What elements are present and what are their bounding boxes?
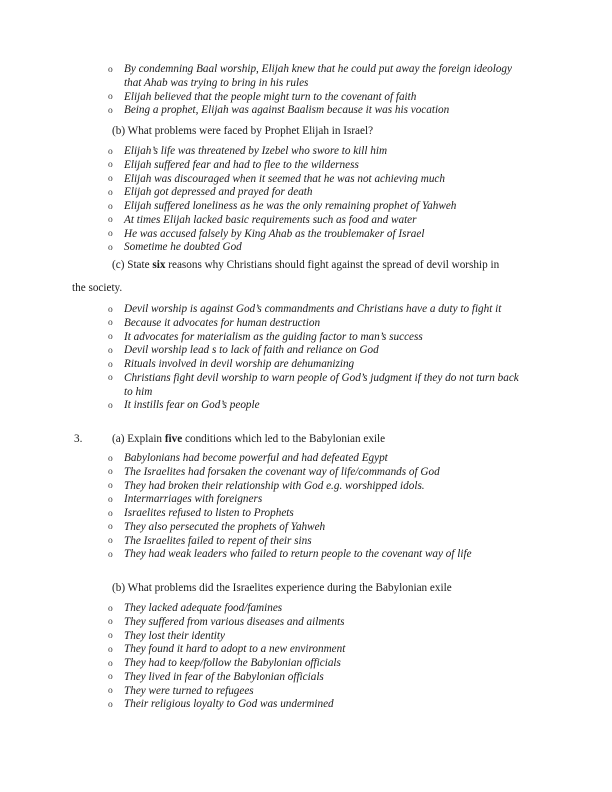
- list-item: o Elijah suffered fear and had to flee to the wilderness: [108, 159, 508, 173]
- bullet-marker-icon: o: [108, 92, 113, 102]
- question-2c-text-after: reasons why Christians should fight against the spread of devil worship in: [165, 259, 500, 271]
- bullet-marker-icon: o: [108, 160, 113, 171]
- list-item: o The Israelites failed to repent of their sins: [108, 535, 508, 549]
- list-item: o Devil worship lead s to lack of faith and reliance on God: [108, 344, 508, 358]
- list-item: o Their religious loyalty to God was undermined: [108, 698, 508, 712]
- question-3b-heading: [112, 581, 452, 595]
- bullet-marker-icon: o: [108, 522, 113, 533]
- bullet-marker-icon: o: [108, 672, 113, 683]
- list-item: o Elijah suffered loneliness as he was the only remaining prophet of Yahweh: [108, 200, 508, 214]
- list-item: o They suffered from various diseases and ailments: [108, 616, 508, 630]
- list-item: o Christians fight devil worship to warn people of God’s judgment if they do not turn back to him: [108, 371, 519, 398]
- bullet-marker-icon: o: [108, 603, 113, 614]
- question-2c-heading-continuation: the society.: [72, 282, 123, 294]
- bullet-marker-icon: o: [108, 187, 113, 198]
- bullet-marker-icon: o: [108, 105, 113, 116]
- question-3a-text-after: conditions which led to the Babylonian exile: [182, 433, 386, 445]
- bullet-marker-icon: o: [108, 332, 113, 342]
- list-item: o Devil worship is against God’s commandments and Christians have a duty to fight it: [108, 303, 508, 317]
- bullet-marker-icon: o: [108, 644, 113, 655]
- question-2c-count: six: [152, 259, 166, 271]
- list-item: o They lived in fear of the Babylonian officials: [108, 671, 508, 685]
- question-2b-heading: [112, 124, 373, 138]
- bullet-marker-icon: o: [108, 174, 113, 184]
- list-item: o It instills fear on God’s people: [108, 399, 508, 413]
- bullet-marker-icon: o: [108, 318, 113, 329]
- bullet-marker-icon: o: [108, 373, 113, 384]
- list-item: o Israelites refused to listen to Prophets: [108, 507, 508, 521]
- bullet-marker-icon: o: [108, 345, 113, 356]
- list-item: o At times Elijah lacked basic requirements such as food and water: [108, 214, 508, 228]
- list-item: o The Israelites had forsaken the covenant way of life/commands of God: [108, 466, 508, 480]
- list-item: o They found it hard to adopt to a new environment: [108, 643, 508, 657]
- list-item: o They lost their identity: [108, 630, 508, 644]
- bullet-marker-icon: o: [108, 467, 113, 478]
- list-item: o Elijah’s life was threatened by Izebel who swore to kill him: [108, 145, 508, 159]
- bullet-marker-icon: o: [108, 64, 113, 75]
- list-item: o Sometime he doubted God: [108, 241, 508, 255]
- list-item: o Babylonians had become powerful and had defeated Egypt: [108, 452, 508, 466]
- list-item: o He was accused falsely by King Ahab as the troublemaker of Israel: [108, 228, 508, 242]
- bullet-marker-icon: o: [108, 242, 113, 253]
- list-item: o They had weak leaders who failed to return people to the covenant way of life: [108, 548, 508, 562]
- bullet-marker-icon: o: [108, 494, 113, 505]
- list-item: o They also persecuted the prophets of Yahweh: [108, 521, 508, 535]
- bullet-marker-icon: o: [108, 215, 113, 226]
- question-2c-label: (c): [112, 259, 125, 271]
- bullet-list-q3b: [108, 602, 508, 712]
- list-item: o Because it advocates for human destruction: [108, 317, 508, 331]
- bullet-marker-icon: o: [108, 686, 113, 696]
- bullet-marker-icon: o: [108, 304, 113, 315]
- list-item: o Elijah got depressed and prayed for death: [108, 186, 508, 200]
- bullet-marker-icon: o: [108, 536, 113, 546]
- bullet-list-q2a-tail: [108, 63, 512, 118]
- list-item: o They were turned to refugees: [108, 685, 508, 699]
- bullet-marker-icon: o: [108, 631, 113, 641]
- list-item: o Elijah believed that the people might turn to the covenant of faith: [108, 91, 508, 105]
- question-3-number: 3.: [74, 433, 83, 445]
- bullet-marker-icon: o: [108, 201, 113, 212]
- question-3a-text-before: Explain: [127, 433, 165, 445]
- list-item: o They had broken their relationship with God e.g. worshipped idols.: [108, 480, 508, 494]
- list-item: o Being a prophet, Elijah was against Baalism because it was his vocation: [108, 104, 508, 118]
- bullet-marker-icon: o: [108, 146, 113, 157]
- bullet-list-q2c: [108, 303, 519, 413]
- list-item: o They lacked adequate food/famines: [108, 602, 508, 616]
- bullet-list-q3a: [108, 452, 508, 562]
- question-2b-text: What problems were faced by Prophet Elijah in Israel?: [127, 125, 374, 137]
- question-2b-label: (b): [112, 125, 126, 137]
- question-3b-text: What problems did the Israelites experience during the Babylonian exile: [127, 582, 452, 594]
- bullet-marker-icon: o: [108, 658, 113, 669]
- list-item: o It advocates for materialism as the guiding factor to man’s success: [108, 331, 508, 345]
- question-3b-label: (b): [112, 582, 126, 594]
- bullet-list-q2b: [108, 145, 508, 255]
- question-2c-heading: [112, 258, 499, 272]
- bullet-marker-icon: o: [108, 481, 113, 491]
- list-item: o By condemning Baal worship, Elijah knew that he could put away the foreign ideology that Ahab was trying to bring in his rules: [108, 63, 512, 89]
- bullet-marker-icon: o: [108, 229, 113, 239]
- question-3a-heading: [112, 432, 385, 446]
- list-item: o They had to keep/follow the Babylonian officials: [108, 657, 508, 671]
- question-3a-count: five: [164, 433, 183, 445]
- bullet-marker-icon: o: [108, 508, 113, 519]
- bullet-marker-icon: o: [108, 359, 113, 370]
- bullet-marker-icon: o: [108, 453, 113, 464]
- question-3a-label: (a): [112, 433, 125, 445]
- bullet-marker-icon: o: [108, 617, 113, 628]
- list-item: o Rituals involved in devil worship are dehumanizing: [108, 358, 508, 372]
- list-item: o Intermarriages with foreigners: [108, 493, 508, 507]
- question-2c-text-before: State: [127, 259, 153, 271]
- bullet-marker-icon: o: [108, 699, 113, 710]
- bullet-marker-icon: o: [108, 400, 113, 411]
- list-item: o Elijah was discouraged when it seemed that he was not achieving much: [108, 173, 508, 187]
- bullet-marker-icon: o: [108, 549, 113, 560]
